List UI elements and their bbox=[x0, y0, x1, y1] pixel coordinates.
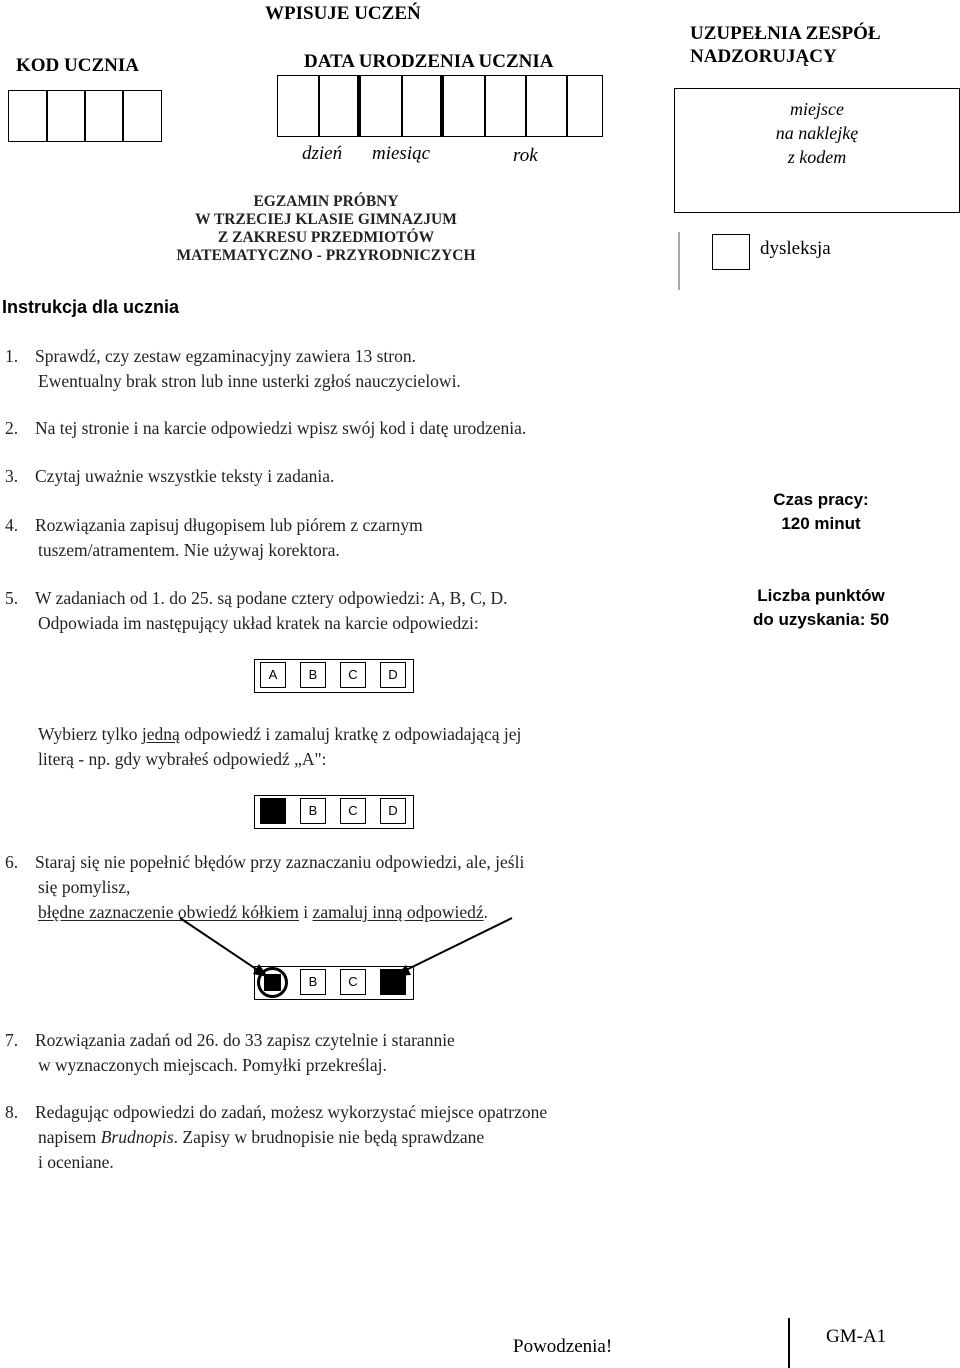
good-luck-text: Powodzenia! bbox=[513, 1336, 613, 1357]
footer-divider bbox=[788, 1318, 790, 1368]
max-points-value: do uzyskania: 50 bbox=[752, 610, 890, 629]
sticker-line-3: z kodem bbox=[787, 147, 847, 167]
circled-filled-answer bbox=[257, 967, 288, 998]
max-points-label: Liczba punktów bbox=[757, 586, 885, 605]
exam-title-line-3: Z ZAKRESU PRZEDMIOTÓW bbox=[217, 229, 435, 246]
instruction-8: 8. Redagując odpowiedzi do zadań, możesz wykorzystać miejsce opatrzone napisem Brudnopis. Zapisy w brudnopisie nie będą sprawdzane i oceniane. bbox=[5, 1102, 548, 1172]
instruction-5: 5. W zadaniach od 1. do 25. są podane cztery odpowiedzi: A, B, C, D. Odpowiada im następujący układ kratek na karcie odpowiedzi: bbox=[5, 588, 508, 633]
student-code-label: KOD UCZNIA bbox=[16, 55, 139, 76]
sticker-line-2: na naklejkę bbox=[775, 123, 859, 143]
answer-box-c: C bbox=[340, 798, 366, 824]
answer-box-b: B bbox=[300, 662, 326, 688]
answer-box-b: B bbox=[300, 969, 326, 995]
work-time-label: Czas pracy: bbox=[773, 490, 869, 509]
exam-title-line-1: EGZAMIN PRÓBNY bbox=[253, 193, 399, 210]
dyslexia-label: dysleksja bbox=[760, 238, 831, 259]
answer-box-c: C bbox=[340, 662, 366, 688]
birth-date-label: DATA URODZENIA UCZNIA bbox=[304, 51, 554, 72]
student-fills-heading: WPISUJE UCZEŃ bbox=[265, 3, 421, 24]
instruction-2: 2. Na tej stronie i na karcie odpowiedzi wpisz swój kod i datę urodzenia. bbox=[5, 418, 527, 438]
answer-box-a: A bbox=[260, 662, 286, 688]
work-time bbox=[706, 488, 936, 536]
day-label: dzień bbox=[302, 143, 343, 164]
answer-box-c: C bbox=[340, 969, 366, 995]
exam-title-line-4: MATEMATYCZNO - PRZYRODNICZYCH bbox=[176, 247, 476, 264]
month-label: miesiąc bbox=[372, 143, 431, 164]
work-time-value: 120 minut bbox=[781, 514, 861, 533]
instruction-3: 3. Czytaj uważnie wszystkie teksty i zadania. bbox=[5, 466, 335, 486]
exam-code: GM-A1 bbox=[826, 1326, 887, 1347]
year-label: rok bbox=[513, 145, 538, 166]
answer-box-b: B bbox=[300, 798, 326, 824]
answer-box-d: D bbox=[380, 662, 406, 688]
supervisors-heading: UZUPEŁNIA ZESPÓŁ NADZORUJĄCY bbox=[690, 23, 881, 67]
exam-title-line-2: W TRZECIEJ KLASIE GIMNAZJUM bbox=[195, 211, 457, 228]
instruction-4: 4. Rozwiązania zapisuj długopisem lub piórem z czarnym tuszem/atramentem. Nie używaj korektora. bbox=[5, 515, 423, 560]
choose-one-instruction: Wybierz tylko jedną odpowiedź i zamaluj kratkę z odpowiadającą jej literą - np. gdy wybrałeś odpowiedź „A": bbox=[38, 724, 522, 769]
sticker-line-1: miejsce bbox=[790, 99, 844, 119]
answer-grid-correction-example bbox=[254, 966, 414, 1000]
instruction-1: 1. Sprawdź, czy zestaw egzaminacyjny zawiera 13 stron. Ewentualny brak stron lub inne usterki zgłoś nauczycielowi. bbox=[5, 346, 461, 391]
instruction-7: 7. Rozwiązania zadań od 26. do 33 zapisz czytelnie i starannie w wyznaczonych miejscach. Pomyłki przekreślaj. bbox=[5, 1030, 455, 1075]
max-points bbox=[706, 584, 936, 632]
answer-box-d-filled bbox=[380, 969, 406, 995]
instructions-title: Instrukcja dla ucznia bbox=[2, 297, 180, 317]
instruction-6: 6. Staraj się nie popełnić błędów przy zaznaczaniu odpowiedzi, ale, jeśli się pomylisz, błędne zaznaczenie obwiedź kółkiem i zamaluj inną odpowiedź. bbox=[5, 852, 525, 922]
answer-box-d: D bbox=[380, 798, 406, 824]
